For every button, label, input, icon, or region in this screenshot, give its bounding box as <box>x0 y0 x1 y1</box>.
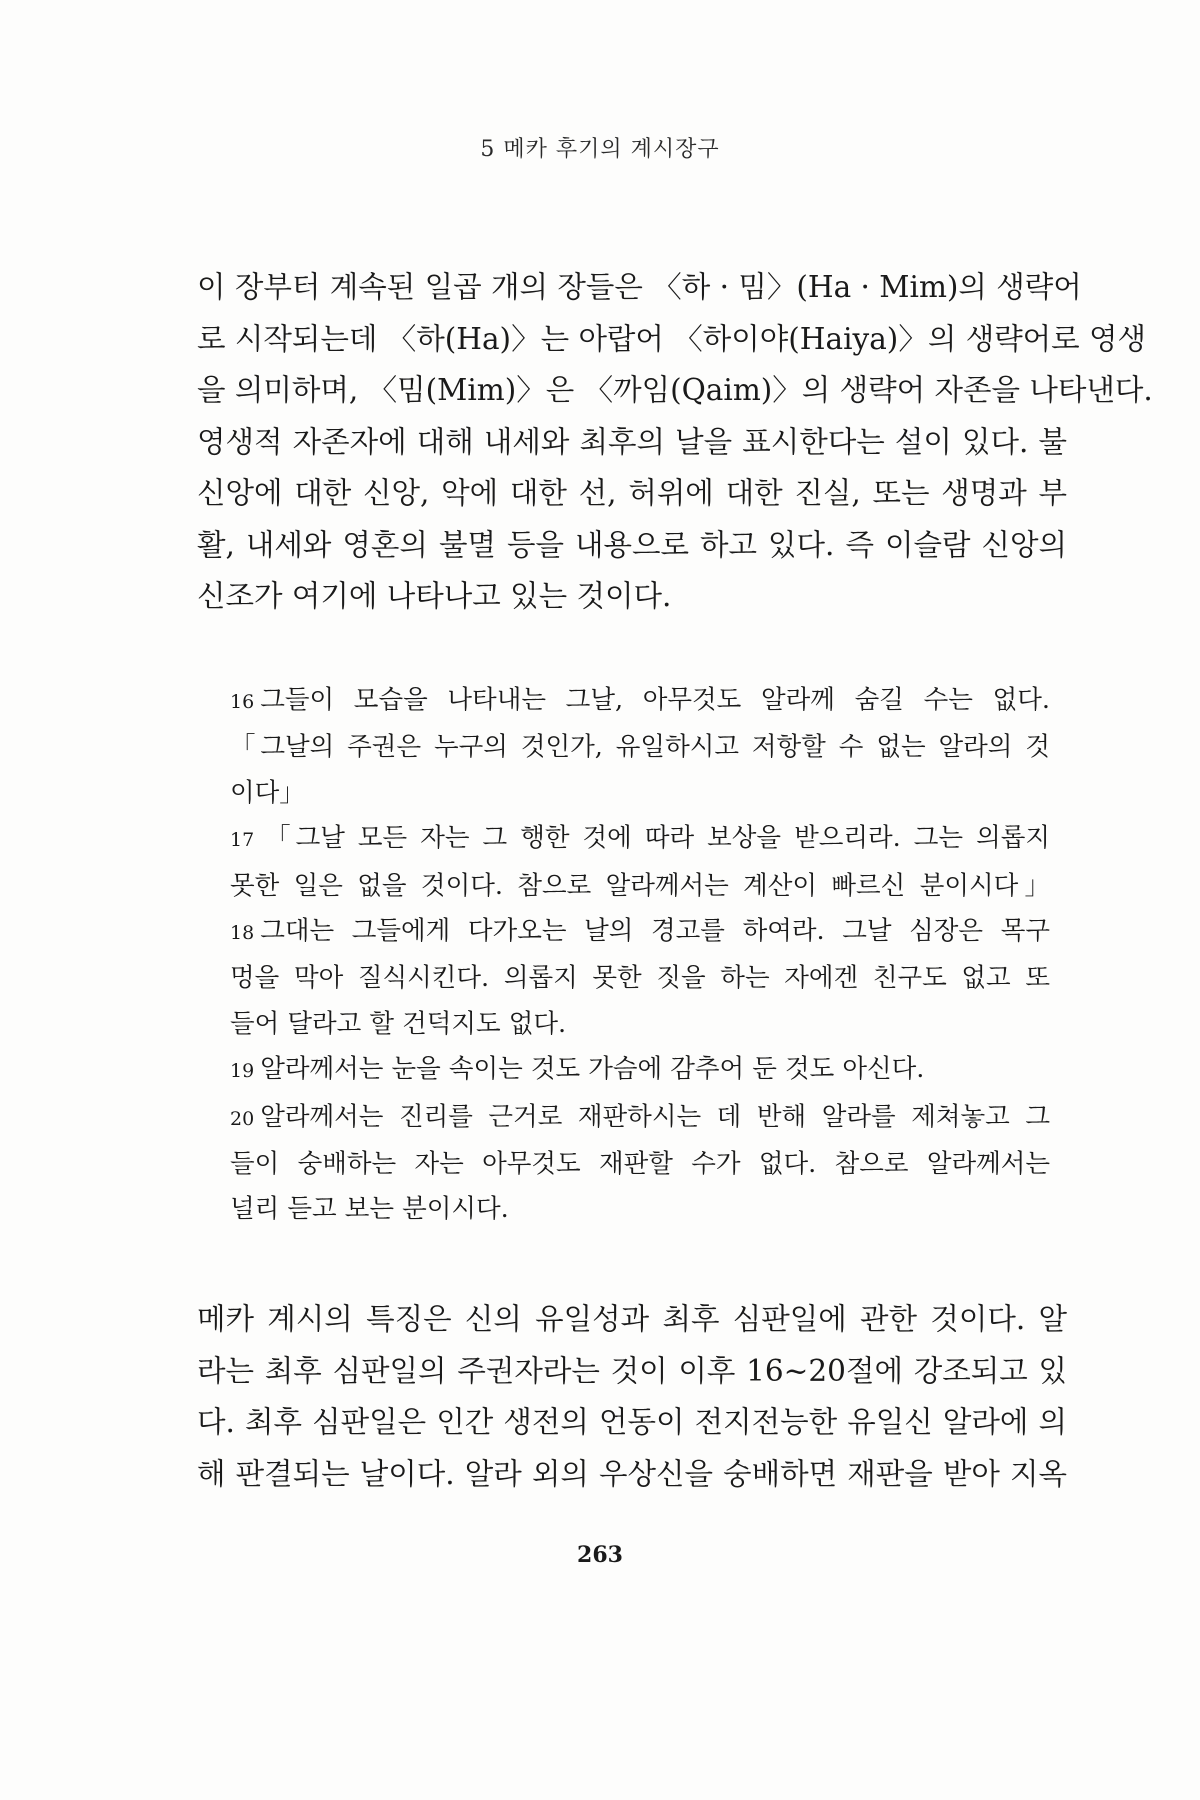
verse-line: 들이 숭배하는 자는 아무것도 재판할 수가 없다. 참으로 알라께서는 <box>230 1149 1050 1180</box>
intro-paragraph <box>197 262 1153 623</box>
running-head: 5 메카 후기의 계시장구 <box>480 137 720 162</box>
verse-line: 들어 달라고 할 건덕지도 없다. <box>230 1008 567 1039</box>
verse-number: 19 <box>230 1060 255 1083</box>
verse-number: 17 <box>230 829 255 852</box>
verse-block <box>230 678 1050 1233</box>
verse-line <box>230 1095 1050 1142</box>
closing-line: 다. 최후 심판일은 인간 생전의 언동이 전지전능한 유일신 알라에 의 <box>197 1405 1067 1439</box>
intro-line: 신조가 여기에 나타나고 있는 것이다. <box>197 579 672 613</box>
verse-line <box>230 1047 1050 1094</box>
verse-number: 16 <box>230 691 255 713</box>
intro-line: 을 의미하며, 〈밈(Mim)〉은 〈까임(Qaim)〉의 생략어 자존을 나타낸다. <box>197 373 1153 407</box>
verse-line: 이다」 <box>230 777 305 808</box>
verse-line: 멍을 막아 질식시킨다. 의롭지 못한 짓을 하는 자에겐 친구도 없고 또 <box>230 963 1050 994</box>
verse-line <box>230 909 1050 956</box>
verse-text: 알라께서는 눈을 속이는 것도 가슴에 감추어 둔 것도 아신다. <box>260 1054 925 1085</box>
verse-text: 「그날 모든 자는 그 행한 것에 따라 보상을 받으리라. 그는 의롭지 <box>260 823 1050 854</box>
verse-number: 20 <box>230 1107 255 1130</box>
verse-line <box>230 678 1050 725</box>
intro-line: 이 장부터 계속된 일곱 개의 장들은 〈하 · 밈〉(Ha · Mim)의 생략어 <box>197 270 1082 304</box>
closing-line: 메카 계시의 특징은 신의 유일성과 최후 심판일에 관한 것이다. 알 <box>197 1302 1067 1336</box>
intro-line: 활, 내세와 영혼의 불멸 등을 내용으로 하고 있다. 즉 이슬람 신앙의 <box>197 527 1067 562</box>
closing-paragraph <box>197 1294 1067 1500</box>
verse-line <box>230 816 1050 863</box>
verse-text: 그대는 그들에게 다가오는 날의 경고를 하여라. 그날 심장은 목구 <box>260 916 1050 947</box>
intro-line: 영생적 자존자에 대해 내세와 최후의 날을 표시한다는 설이 있다. 불 <box>197 424 1067 459</box>
verse-line: 「그날의 주권은 누구의 것인가, 유일하시고 저항할 수 없는 알라의 것 <box>230 732 1050 763</box>
closing-line: 해 판결되는 날이다. 알라 외의 우상신을 숭배하면 재판을 받아 지옥 <box>197 1456 1067 1491</box>
verse-line: 널리 듣고 보는 분이시다. <box>230 1194 509 1225</box>
page-number: 263 <box>577 1542 623 1568</box>
intro-line: 로 시작되는데 〈하(Ha)〉는 아랍어 〈하이야(Haiya)〉의 생략어로 영생 <box>197 321 1147 356</box>
intro-line: 신앙에 대한 신앙, 악에 대한 선, 허위에 대한 진실, 또는 생명과 부 <box>197 476 1067 510</box>
closing-line: 라는 최후 심판일의 주권자라는 것이 이후 16~20절에 강조되고 있 <box>197 1353 1067 1388</box>
verse-text: 그들이 모습을 나타내는 그날, 아무것도 알라께 숨길 수는 없다. <box>260 685 1050 715</box>
verse-text: 알라께서는 진리를 근거로 재판하시는 데 반해 알라를 제쳐놓고 그 <box>260 1101 1050 1132</box>
verse-line: 못한 일은 없을 것이다. 참으로 알라께서는 계산이 빠르신 분이시다」 <box>230 870 1050 901</box>
verse-number: 18 <box>230 922 255 945</box>
